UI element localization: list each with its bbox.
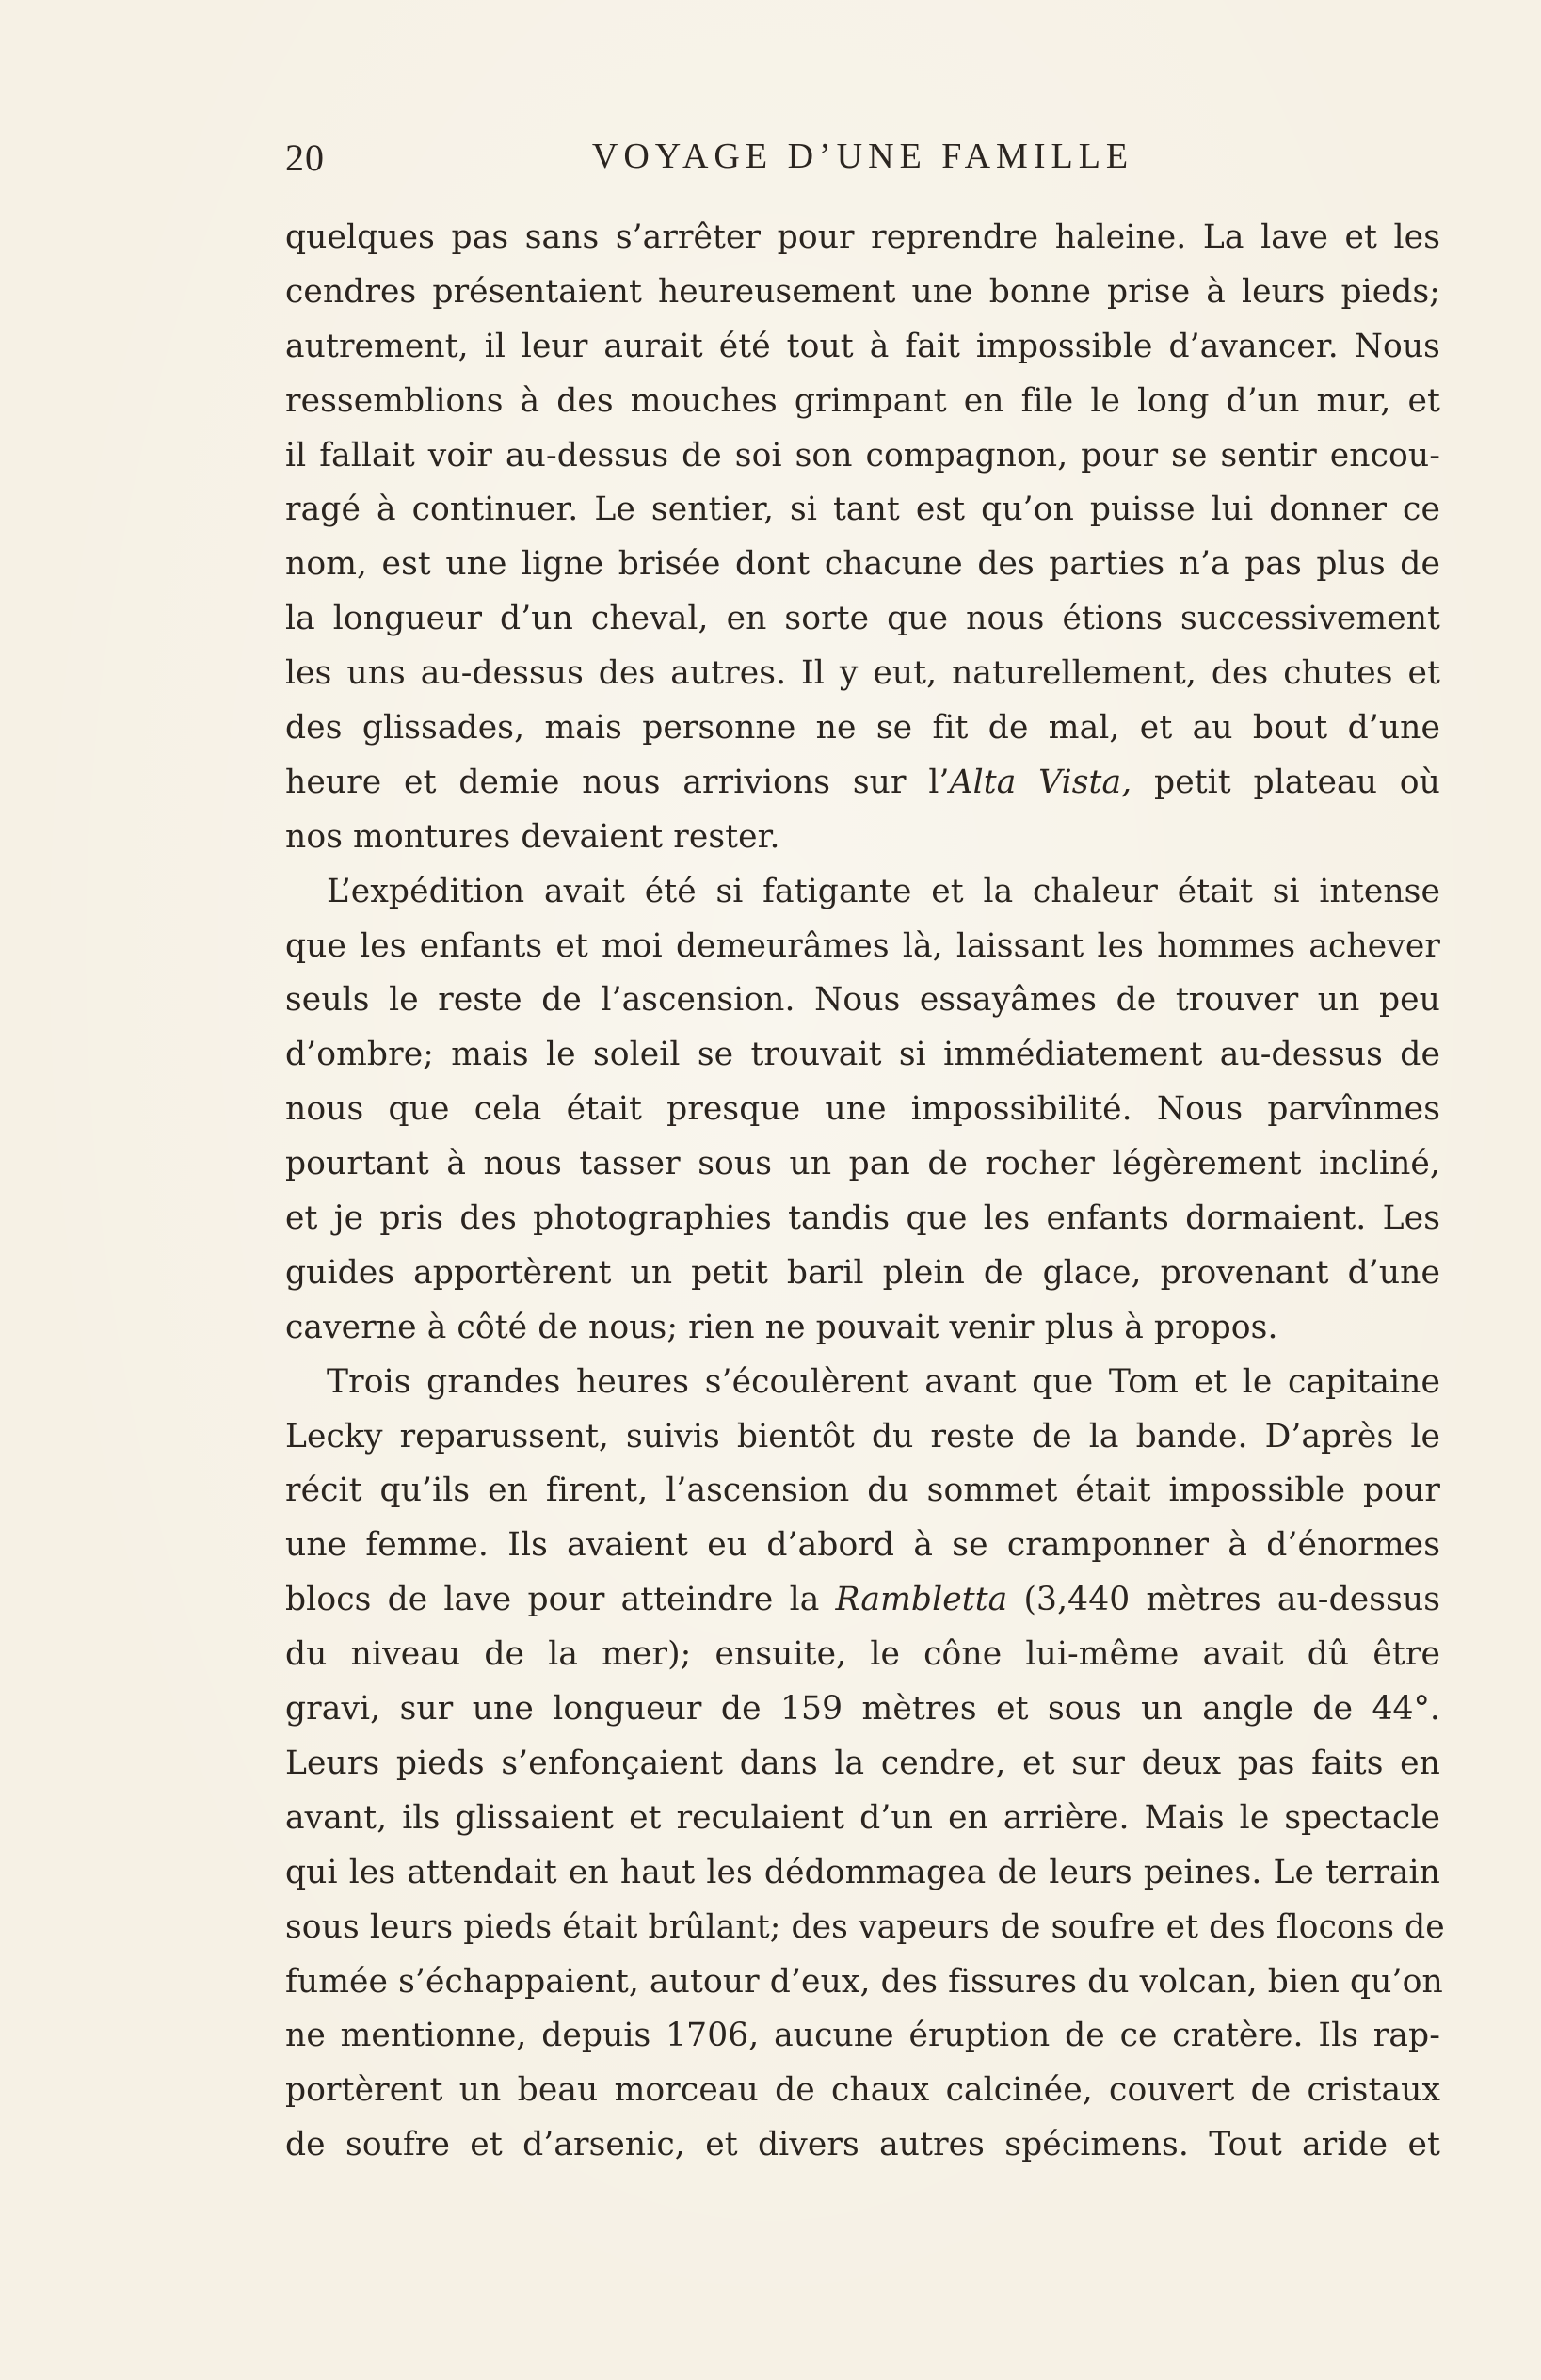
running-head — [285, 130, 1440, 186]
text-line: Leurs pieds s’enfonçaient dans la cendre, et sur deux pas faits en — [285, 1744, 1440, 1782]
text-line: avant, ils glissaient et reculaient d’un en arrière. Mais le spectacle — [285, 1798, 1440, 1837]
running-title: VOYAGE D’UNE FAMILLE — [591, 137, 1134, 176]
line-text-after: (3,440 mètres au-dessus — [1007, 1581, 1440, 1619]
text-line: fumée s’échappaient, autour d’eux, des fissures du volcan, bien qu’on — [285, 1962, 1443, 2001]
text-line: et je pris des photographies tandis que les enfants dormaient. Les — [285, 1199, 1440, 1238]
text-line: Lecky reparussent, suivis bientôt du reste de la bande. D’après le — [285, 1417, 1440, 1455]
text-line: ragé à continuer. Le sentier, si tant est qu’on puisse lui donner ce — [285, 490, 1440, 529]
text-line: seuls le reste de l’ascension. Nous essayâmes de trouver un peu — [285, 981, 1440, 1020]
text-line: d’ombre; mais le soleil se trouvait si immédiatement au-dessus de — [285, 1036, 1440, 1074]
text-line: autrement, il leur aurait été tout à fait impossible d’avancer. Nous — [285, 327, 1440, 365]
text-line: portèrent un beau morceau de chaux calcinée, couvert de cristaux — [285, 2071, 1440, 2110]
text-line: récit qu’ils en firent, l’ascension du sommet était impossible pour — [285, 1471, 1440, 1510]
text-line: il fallait voir au-dessus de soi son compagnon, pour se sentir encou- — [285, 436, 1440, 474]
italic-place-name: Alta Vista, — [949, 763, 1132, 801]
text-line: du niveau de la mer); ensuite, le cône lui-même avait dû être — [285, 1635, 1440, 1674]
text-line: une femme. Ils avaient eu d’abord à se cramponner à d’énormes — [285, 1526, 1440, 1565]
paragraph-start-line: Trois grandes heures s’écoulèrent avant que Tom et le capitaine — [327, 1362, 1440, 1401]
paragraph-end-line: caverne à côté de nous; rien ne pouvait venir plus à propos. — [285, 1308, 1278, 1346]
line-text-after: petit plateau où — [1132, 763, 1440, 801]
text-line: qui les attendait en haut les dédommagea de leurs peines. Le terrain — [285, 1853, 1440, 1891]
text-line: la longueur d’un cheval, en sorte que nous étions successivement — [285, 600, 1440, 638]
text-line: ressemblions à des mouches grimpant en file le long d’un mur, et — [285, 381, 1440, 420]
text-line: pourtant à nous tasser sous un pan de rocher légèrement incliné, — [285, 1145, 1440, 1183]
paragraph-start-line: L’expédition avait été si fatigante et la chaleur était si intense — [327, 872, 1440, 910]
text-line-with-italic — [285, 1573, 1440, 1628]
page-number: 20 — [285, 137, 325, 179]
text-line: cendres présentaient heureusement une bonne prise à leurs pieds; — [285, 272, 1440, 311]
line-text-before: heure et demie nous arrivions sur l’ — [285, 763, 950, 801]
text-line: ne mentionne, depuis 1706, aucune éruption de ce cratère. Ils rap- — [285, 2017, 1440, 2055]
text-line: guides apportèrent un petit baril plein de glace, provenant d’une — [285, 1253, 1440, 1292]
text-line: nom, est une ligne brisée dont chacune des parties n’a pas plus de — [285, 545, 1440, 584]
text-line: gravi, sur une longueur de 159 mètres et sous un angle de 44°. — [285, 1690, 1440, 1729]
text-line-with-italic — [285, 756, 1440, 811]
text-line: que les enfants et moi demeurâmes là, laissant les hommes achever — [285, 926, 1440, 965]
text-line: des glissades, mais personne ne se fit de mal, et au bout d’une — [285, 709, 1440, 748]
paragraph-end-line: nos montures devaient rester. — [285, 817, 780, 856]
line-text-before: blocs de lave pour atteindre la — [285, 1581, 836, 1619]
text-line: sous leurs pieds était brûlant; des vapeurs de soufre et des flocons de — [285, 1907, 1445, 1946]
text-line: quelques pas sans s’arrêter pour reprendre haleine. La lave et les — [285, 218, 1440, 256]
text-line: les uns au-dessus des autres. Il y eut, naturellement, des chutes et — [285, 654, 1440, 693]
italic-place-name: Rambletta — [835, 1581, 1008, 1619]
body-text — [285, 211, 1445, 2173]
text-line: de soufre et d’arsenic, et divers autres spécimens. Tout aride et — [285, 2126, 1440, 2164]
text-line: nous que cela était presque une impossibilité. Nous parvînmes — [285, 1090, 1440, 1129]
